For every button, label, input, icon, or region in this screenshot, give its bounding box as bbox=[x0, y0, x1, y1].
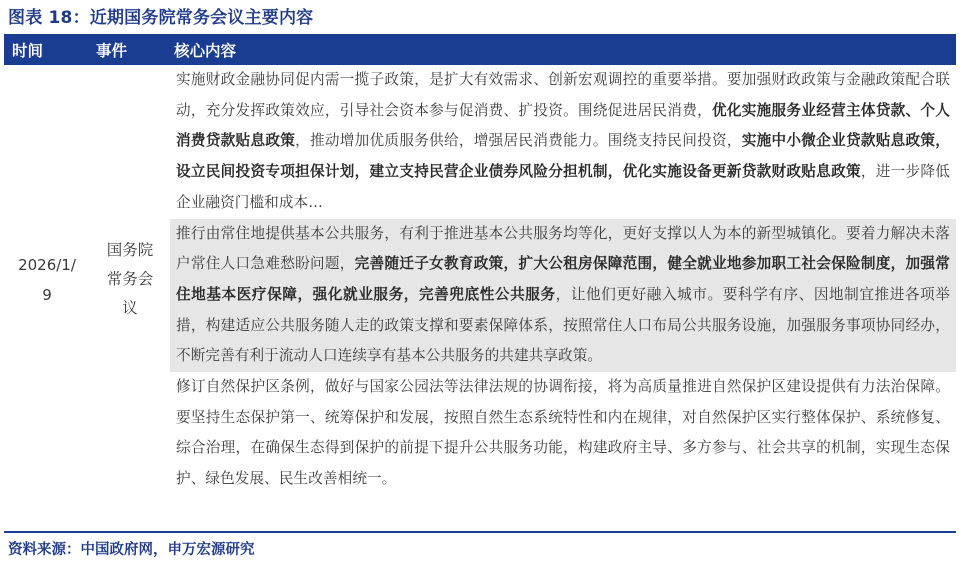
core-content-cell bbox=[170, 65, 956, 495]
paragraph-text: ，推动增加优质服务供给，增强居民消费能力。围绕支持民间投资， bbox=[295, 132, 742, 150]
event-text: 国务院常务会议 bbox=[106, 241, 154, 318]
content-paragraph bbox=[170, 219, 956, 373]
highlighted-policy-text: 优化实施服务业经营主体贷款、个人消费贷款贴息政策 bbox=[176, 101, 950, 150]
bottom-rule bbox=[4, 531, 956, 533]
paragraph-text: ，让他们更好融入城市。要科学有序、因地制宜推进各项举措，构建适应公共服务随人走的政策支撑和要素保障体系，按照常住人口布局公共服务设施，加强服务事项协同经办，不断完善有利于流动人口连续享有基本公共服务的共建共享政策。 bbox=[176, 285, 950, 365]
date-text: 2026/1/9 bbox=[18, 255, 76, 304]
paragraph-text: 推行由常住地提供基本公共服务，有利于推进基本公共服务均等化，更好支撑以人为本的新型城镇化。要着力解决未落户常住人口急难愁盼问题， bbox=[176, 224, 950, 273]
event-cell bbox=[90, 65, 170, 495]
highlighted-policy-text: 实施中小微企业贷款贴息政策，设立民间投资专项担保计划，建立支持民营企业债券风险分担机制，优化实施设备更新贷款财政贴息政策 bbox=[176, 132, 950, 181]
content-paragraph bbox=[170, 65, 956, 219]
paragraph-text: ，进一步降低企业融资门槛和成本… bbox=[176, 163, 950, 211]
policy-table bbox=[4, 34, 956, 495]
content-paragraph bbox=[170, 372, 956, 495]
paragraph-text: 实施财政金融协同促内需一揽子政策，是扩大有效需求、创新宏观调控的重要举措。要加强财政政策与金融政策配合联动，充分发挥政策效应，引导社会资本参与促消费、扩投资。围绕促进居民消费， bbox=[176, 71, 950, 119]
source-note: 资料来源：中国政府网，申万宏源研究 bbox=[8, 542, 255, 558]
header-time: 时间 bbox=[12, 41, 44, 60]
header-event: 事件 bbox=[96, 41, 128, 60]
paragraph-text: 修订自然保护区条例，做好与国家公园法等法律法规的协调衔接，将为高质量推进自然保护区建设提供有力法治保障。要坚持生态保护第一、统筹保护和发展，按照自然生态系统特性和内在规律，对自然保护区实行整体保护、系统修复、综合治理，在确保生态得到保护的前提下提升公共服务功能，构建政府主导、多方参与、社会共享的机制，实现生态保护、绿色发展、民生改善相统一。 bbox=[176, 378, 950, 488]
table-row bbox=[4, 65, 956, 495]
date-cell bbox=[4, 65, 90, 495]
highlighted-policy-text: 完善随迁子女教育政策，扩大公租房保障范围，健全就业地参加职工社会保险制度，加强常住地基本医疗保障，强化就业服务，完善兜底性公共服务 bbox=[176, 255, 951, 303]
header-core-content: 核心内容 bbox=[174, 41, 237, 60]
table-header bbox=[4, 34, 956, 65]
figure-title: 图表 18：近期国务院常务会议主要内容 bbox=[8, 8, 314, 28]
